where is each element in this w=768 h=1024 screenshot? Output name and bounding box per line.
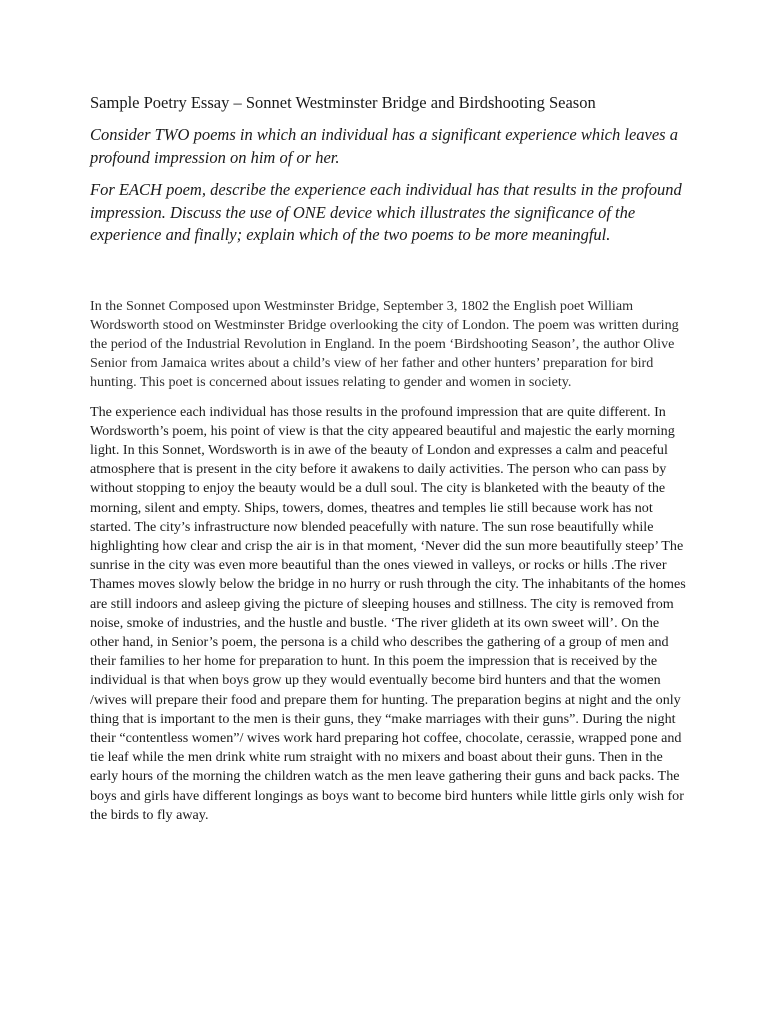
document-page — [90, 92, 690, 825]
essay-paragraph-2: The experience each individual has those results in the profound impression that are quite different. In Wordsworth’s poem, his point of view is that the city appeared beautiful and majestic the early morning light. In this Sonnet, Wordsworth is in awe of the beauty of London and expresses a calm and peaceful atmosphere that is present in the city before it awakens to daily activities. The person who can pass by without stopping to enjoy the beauty would be a dull soul. The city is blanketed with the beauty of the morning, silent and empty. Ships, towers, domes, theatres and temples lie still because work has not started. The city’s infrastructure now blended peacefully with nature. The sun rose beautifully while highlighting how clear and crisp the air is in that moment, ‘Never did the sun more beautifully steep’ The sunrise in the city was even more beautiful than the ones viewed in valleys, or rocks or hills .The river Thames moves slowly below the bridge in no hurry or rush through the city. The inhabitants of the homes are still indoors and asleep giving the picture of sleeping houses and stillness. The city is removed from noise, smoke of industries, and the hustle and bustle. ‘The river glideth at its own sweet will’. On the other hand, in Senior’s poem, the persona is a child who describes the gathering of a group of men and their families to her home for preparation to hunt. In this poem the impression that is received by the individual is that when boys grow up they would eventually become bird hunters and that the women /wives will prepare their food and prepare them for hunting. The preparation begins at night and the only thing that is important to the men is their guns, they “make marriages with their guns”. During the night their “contentless women”/ wives work hard preparing hot coffee, chocolate, cerassie, wrapped pone and tie leaf while the men drink white rum straight with no mixers and boast about their guns. Then in the early hours of the morning the children watch as the men leave gathering their guns and back packs. The boys and girls have different longings as boys want to become bird hunters while little girls only wish for the birds to fly away. — [90, 403, 686, 823]
essay-title: Sample Poetry Essay – Sonnet Westminster Bridge and Birdshooting Season — [90, 93, 596, 112]
essay-prompt-2: For EACH poem, describe the experience each individual has that results in the profound impression. Discuss the use of ONE device which illustrates the significance of the experience and finally; explain which of the two poems to be more meaningful. — [90, 180, 682, 244]
essay-paragraph-1: In the Sonnet Composed upon Westminster Bridge, September 3, 1802 the English poet William Wordsworth stood on Westminster Bridge overlooking the city of London. The poem was written during the period of the Industrial Revolution in England. In the poem ‘Birdshooting Season’, the author Olive Senior from Jamaica writes about a child’s view of her father and other hunters’ preparation for bird hunting. This poet is concerned about issues relating to gender and women in society. — [90, 297, 679, 391]
essay-prompt-1: Consider TWO poems in which an individual has a significant experience which leaves a profound impression on him of or her. — [90, 125, 678, 167]
